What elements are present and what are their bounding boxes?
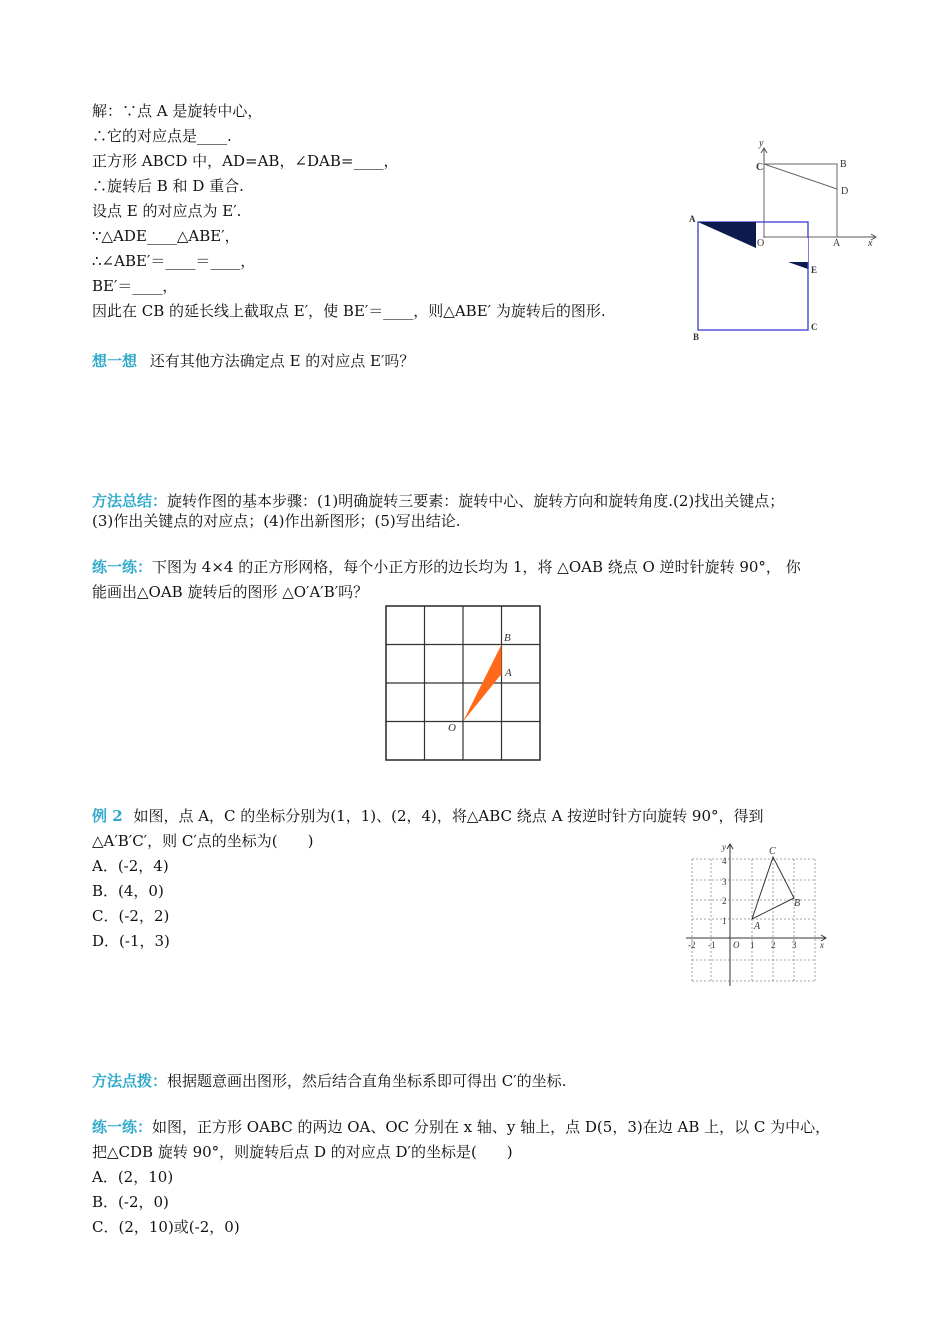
- example2-option-b: B．(4，0): [92, 882, 164, 900]
- fig1-label-e: E: [811, 265, 818, 275]
- practice1-line-1: [92, 557, 801, 577]
- coordinate-grid-figure: [684, 840, 834, 986]
- practice1-text-1: 下图为 4×4 的正方形网格，每个小正方形的边长均为 1，将 △OAB 绕点 O 逆时针旋转 90°， 你: [152, 558, 801, 576]
- fig2-label-a: A: [505, 667, 512, 679]
- fig3-label-y3: 3: [722, 877, 727, 887]
- method-tip-line: [92, 1071, 566, 1091]
- triangle-e: [788, 262, 808, 269]
- practice2-option-a: A．(2，10): [92, 1168, 174, 1186]
- fig1-label-d: D: [841, 186, 849, 197]
- fig1-label-y: y: [759, 138, 764, 149]
- solution-line-3: 正方形 ABCD 中，AD=AB，∠DAB=____，: [92, 152, 399, 170]
- fig3-label-y: y: [722, 842, 726, 852]
- solution-line-4: ∴旋转后 B 和 D 重合.: [92, 177, 244, 195]
- think-line: [92, 351, 414, 371]
- fig2-label-b: B: [504, 632, 511, 644]
- square-rotation-figure: [686, 136, 886, 346]
- fig3-label-x1: 1: [750, 940, 755, 950]
- fig3-label-y1: 1: [722, 916, 727, 926]
- fig3-label-x3: 3: [792, 940, 797, 950]
- fig1-label-c-bottom: C: [811, 322, 818, 332]
- fig1-label-a-left: A: [689, 214, 696, 224]
- practice2-text-1: 如图，正方形 OABC 的两边 OA、OC 分别在 x 轴、y 轴上，点 D(5，3)在边 AB 上，以 C 为中心，: [152, 1118, 831, 1136]
- fig1-label-o: O: [757, 238, 765, 249]
- method-summary-text-1: 旋转作图的基本步骤：(1)明确旋转三要素：旋转中心、旋转方向和旋转角度.(2)找出关键点；: [167, 492, 785, 510]
- practice2-line-1: [92, 1117, 830, 1137]
- example2-label: 例 2: [92, 807, 123, 825]
- method-tip-label: 方法点拨：: [92, 1072, 168, 1090]
- think-text: 还有其他方法确定点 E 的对应点 E′吗？: [149, 352, 415, 370]
- fig3-label-xm2: -2: [688, 940, 696, 950]
- fig1-label-c-top: C: [756, 162, 764, 173]
- practice1-label: 练一练：: [92, 558, 153, 576]
- method-tip-text: 根据题意画出图形，然后结合直角坐标系即可得出 C′的坐标.: [167, 1072, 567, 1090]
- fig3-label-x2: 2: [771, 940, 776, 950]
- fig1-label-x: x: [868, 238, 873, 249]
- fig1-label-a-axis: A: [833, 238, 841, 249]
- practice2-label: 练一练：: [92, 1118, 153, 1136]
- example2-option-c: C．(-2，2): [92, 907, 170, 925]
- solution-line-6: ∵△ADE____△ABE′，: [92, 227, 240, 245]
- fig3-label-xm1: -1: [708, 940, 716, 950]
- solution-line-2: ∴它的对应点是____.: [92, 127, 232, 145]
- solution-line-7: ∴∠ABE′＝____＝____，: [92, 252, 256, 270]
- example2-line-2: △A′B′C′，则 C′点的坐标为( ): [92, 832, 314, 850]
- practice1-line-2: 能画出△OAB 旋转后的图形 △O′A′B′吗？: [92, 583, 369, 601]
- practice2-option-b: B．(-2，0): [92, 1193, 169, 1211]
- fig3-label-y2: 2: [722, 896, 727, 906]
- fig3-label-c: C: [769, 846, 776, 857]
- method-summary-line-1: [92, 491, 784, 511]
- practice2-option-c: C．(2，10)或(-2，0): [92, 1218, 240, 1236]
- fig3-label-x: x: [820, 940, 824, 950]
- fig3-label-y4: 4: [722, 856, 727, 866]
- fig2-label-o: O: [448, 722, 456, 734]
- solution-line-5: 设点 E 的对应点为 E′.: [92, 202, 242, 220]
- fig3-label-a: A: [754, 921, 761, 932]
- example2-line-1: [92, 806, 764, 826]
- fig1-label-b-bottom: B: [693, 332, 700, 342]
- triangle-ade: [698, 222, 756, 248]
- example2-option-a: A．(-2，4): [92, 857, 169, 875]
- method-summary-label: 方法总结：: [92, 492, 168, 510]
- solution-line-9: 因此在 CB 的延长线上截取点 E′，使 BE′＝____，则△ABE′ 为旋转后的图形.: [92, 302, 606, 320]
- example2-option-d: D．(-1，3): [92, 932, 170, 950]
- solution-line-8: BE′＝____，: [92, 277, 178, 295]
- fig3-label-o: O: [733, 940, 740, 950]
- method-summary-line-2: (3)作出关键点的对应点；(4)作出新图形；(5)写出结论.: [92, 512, 461, 530]
- grid-4x4-figure: [384, 604, 544, 764]
- practice2-line-2: 把△CDB 旋转 90°，则旋转后点 D 的对应点 D′的坐标是( ): [92, 1143, 513, 1161]
- fig3-label-b: B: [794, 898, 801, 909]
- think-label: 想一想: [92, 352, 138, 370]
- example2-text-1: 如图，点 A，C 的坐标分别为(1，1)、(2，4)，将△ABC 绕点 A 按逆时针方向旋转 90°，得到: [133, 807, 764, 825]
- fig1-label-b-top: B: [840, 159, 847, 170]
- solution-line-1: 解：∵点 A 是旋转中心，: [92, 102, 263, 120]
